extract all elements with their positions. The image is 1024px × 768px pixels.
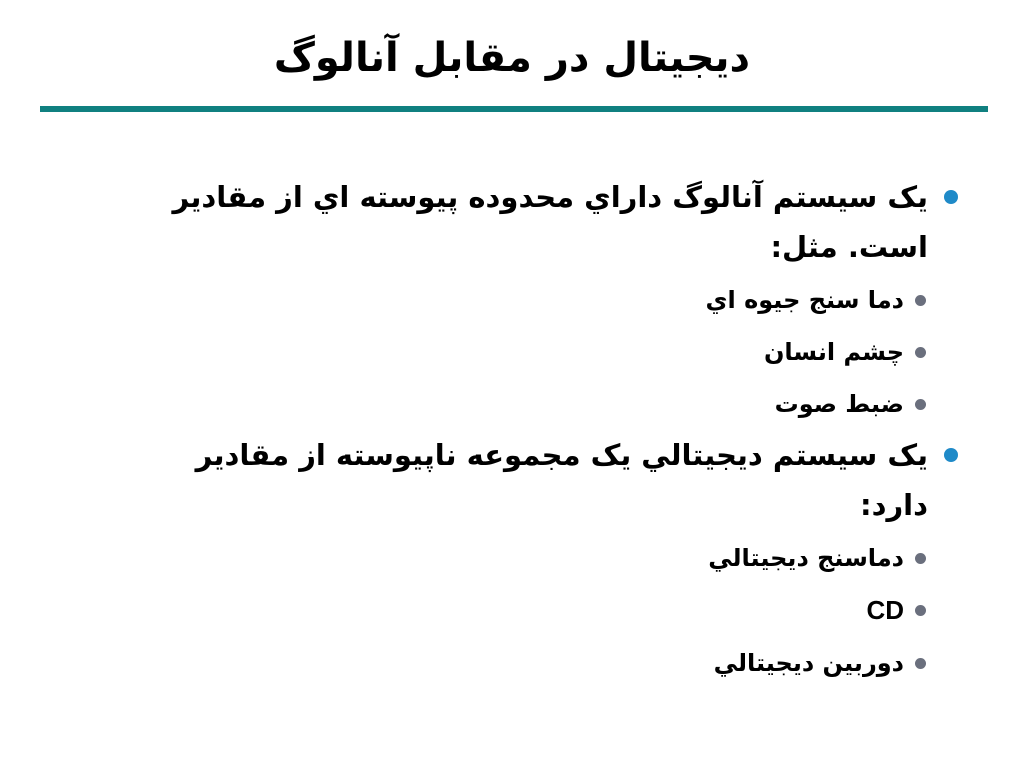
list-item-text: دما سنج جيوه اي [705,286,904,314]
list-item-text: ضبط صوت [774,390,904,418]
list-item [84,378,928,430]
list-item-text: چشم انسان [763,338,904,366]
sub-bullet-dot-icon [915,553,926,564]
list-item-text: دوربين ديجيتالي [713,649,904,677]
list-item [84,274,928,326]
list-item [84,326,928,378]
analog-examples [84,274,928,430]
sub-bullet-dot-icon [915,399,926,410]
list-item [84,532,928,584]
slide-title: ديجيتال در مقابل آنالوگ [273,35,751,81]
sub-bullet-dot-icon [915,658,926,669]
sub-bullet-dot-icon [915,347,926,358]
bullet-digital [84,430,964,530]
list-item-text: دماسنج ديجيتالي [708,544,904,572]
sub-bullet-dot-icon [915,295,926,306]
title-divider [40,106,988,112]
list-item [84,584,928,637]
slide-body [84,172,964,689]
list-item-text: CD [866,595,904,625]
digital-examples [84,532,928,689]
list-item [84,637,928,689]
bullet-dot-icon [944,190,958,204]
bullet-analog [84,172,964,272]
sub-bullet-dot-icon [915,605,926,616]
bullet-text: يک سيستم آنالوگ داراي محدوده پيوسته اي از مقادير است. مثل: [172,180,928,264]
bullet-text: يک سيستم ديجيتالي يک مجموعه ناپيوسته از مقادير دارد: [195,438,928,522]
bullet-dot-icon [944,448,958,462]
